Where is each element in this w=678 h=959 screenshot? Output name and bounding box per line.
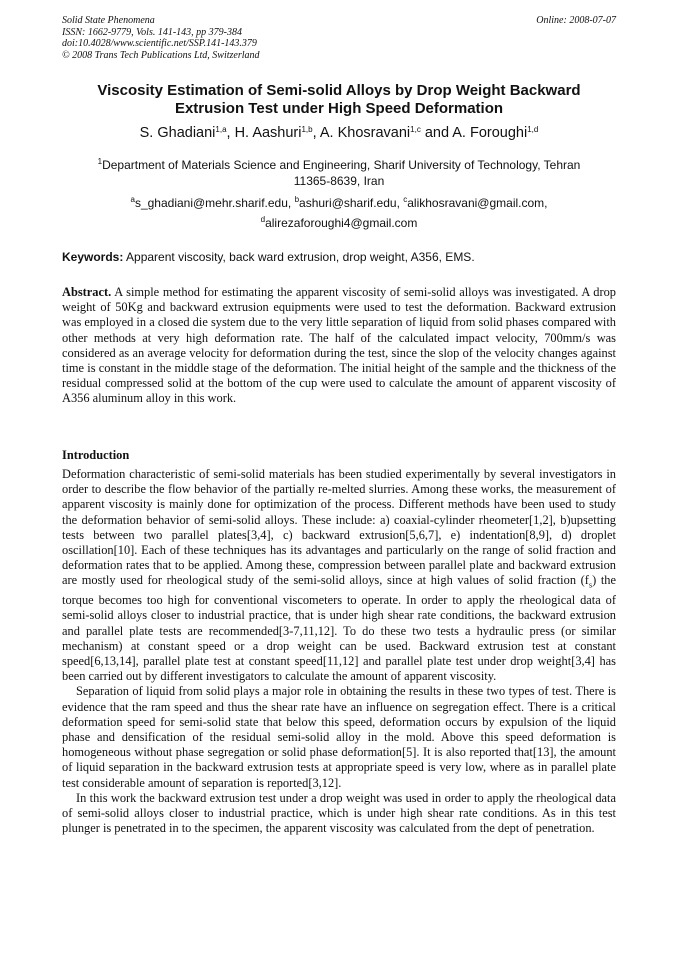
introduction-body [62, 467, 616, 836]
keywords [62, 250, 616, 265]
affiliation [62, 158, 616, 189]
subscript: s [588, 580, 593, 590]
journal-issn: ISSN: 1662-9779, Vols. 141-143, pp 379-384 [62, 26, 242, 38]
email-link[interactable]: ashuri@sharif.edu, [299, 196, 404, 210]
online-date: Online: 2008-07-07 [536, 15, 616, 26]
title-line-1: Viscosity Estimation of Semi-solid Alloys by Drop Weight Backward [97, 82, 581, 99]
abstract [62, 285, 616, 407]
paragraph [62, 467, 616, 684]
paragraph: Separation of liquid from solid plays a major role in obtaining the results in these two types of test. There is evidence that the ram speed and thus the shear rate have an influence on segregation effect. There is a critical deformation speed for semi-solid state that below this speed, deformation occurs by expulsion of the liquid phase and densification of the residual semi-solid alloy in the mold. Above this speed deformation is homogeneous without phase segregation or solid phase deformation[5]. It is also reported that[13], the amount of liquid separation in the backward extrusion tests at appropriate speed is very low, where as in parallel plate test considerable amount of separation is reported[3,12]. [62, 684, 616, 790]
abstract-label: Abstract. [62, 285, 112, 299]
author-list [62, 124, 616, 142]
email-superscript: a [130, 195, 135, 204]
author-name: S. Ghadiani [139, 125, 216, 141]
affiliation-superscript: 1 [97, 157, 103, 166]
paragraph-text: ) the torque becomes too high for conventional viscometers to operate. In order to apply the rheological data of semi-solid alloys closer to industrial practice, that is under high shear rate conditions, the backward extrusion and parallel plate tests are recommended[3-7,11,12]. To do these two tests a hydraulic press (or similar mechanism) at constant speed or a drop weight can be used. Backward extrusion test at constant speed[6,13,14], parallel plate test at constant speed[11,12] and parallel plate test under drop weight[3,4] has been carried out by different investigators to calculate the amount of apparent viscosity. [62, 573, 616, 684]
keywords-text: Apparent viscosity, back ward extrusion, drop weight, A356, EMS. [123, 250, 475, 264]
email-superscript: d [260, 215, 266, 224]
paragraph-text: Deformation characteristic of semi-solid materials has been studied experimentally by several investigators in order to describe the flow behavior of the partially re-melted slurries. Among these works, the measurement of apparent viscosity is mainly done for optimization of the process. Different methods have been used to study the deformation behavior of semi-solid alloys. These include: a) coaxial-cylinder rheometer[1,2], b)upsetting tests between two parallel plates[3,4], c) backward extrusion[5,6,7], e) indentation[8,9], d) droplet oscillation[10]. Each of these techniques has its advantages and particularly on the range of solid fraction and deformation rates that to be applied. Among these, compression between parallel plate and backward extrusion are mostly used for rheological study of the semi-solid alloys, since at high values of solid fraction (f [62, 467, 616, 588]
journal-header [62, 15, 616, 61]
journal-name: Solid State Phenomena [62, 15, 155, 26]
journal-doi: doi:10.4028/www.scientific.net/SSP.141-143.379 [62, 38, 257, 49]
author-superscript: 1,d [527, 125, 539, 134]
author-superscript: 1,c [410, 125, 421, 134]
title-line-2: Extrusion Test under High Speed Deformation [174, 100, 504, 117]
paper-title [62, 82, 616, 118]
keywords-label: Keywords: [62, 250, 124, 264]
author-name: , H. Aashuri [226, 125, 302, 141]
email-superscript: b [294, 195, 300, 204]
email-link[interactable]: s_ghadiani@mehr.sharif.edu, [134, 196, 295, 210]
paragraph: In this work the backward extrusion test under a drop weight was used in order to apply the rheological data of semi-solid alloys closer to industrial practice, which is under high shear rate conditions. As in this test plunger is penetrated in to the specimen, the apparent viscosity was calculated from the dept of penetration. [62, 790, 616, 836]
abstract-text: A simple method for estimating the apparent viscosity of semi-solid alloys was investigated. A drop weight of 50Kg and backward extrusion equipments were used to test the deformation. Backward extrusion was employed in a closed die system due to the very little separation of liquid from solid phases compared with other methods at very high deformation rate. The half of the calculated impact velocity, 700mm/s was considered as an average velocity for deformation during the test, since the slop of the velocity changes against time is constant in the middle stage of the deformation. The initial height of the sample and the thickness of the residual compressed solid at the bottom of the cup were used to calculate the amount of apparent viscosity of A356 aluminum alloy in this work. [62, 285, 616, 406]
email-link[interactable]: alikhosravani@gmail.com, [407, 196, 548, 210]
section-heading-introduction: Introduction [62, 448, 130, 462]
author-name: and A. Foroughi [420, 125, 528, 141]
author-superscript: 1,a [215, 125, 227, 134]
affiliation-line-2: 11365-8639, Iran [293, 173, 385, 188]
author-name: , A. Khosravani [312, 125, 411, 141]
affiliation-line-1: Department of Materials Science and Engineering, Sharif University of Technology, Tehran [102, 158, 581, 172]
author-emails [62, 193, 616, 233]
journal-copyright: © 2008 Trans Tech Publications Ltd, Switzerland [62, 49, 260, 61]
email-superscript: c [403, 195, 408, 204]
author-superscript: 1,b [301, 125, 313, 134]
email-link[interactable]: alirezaforoughi4@gmail.com [265, 216, 418, 230]
